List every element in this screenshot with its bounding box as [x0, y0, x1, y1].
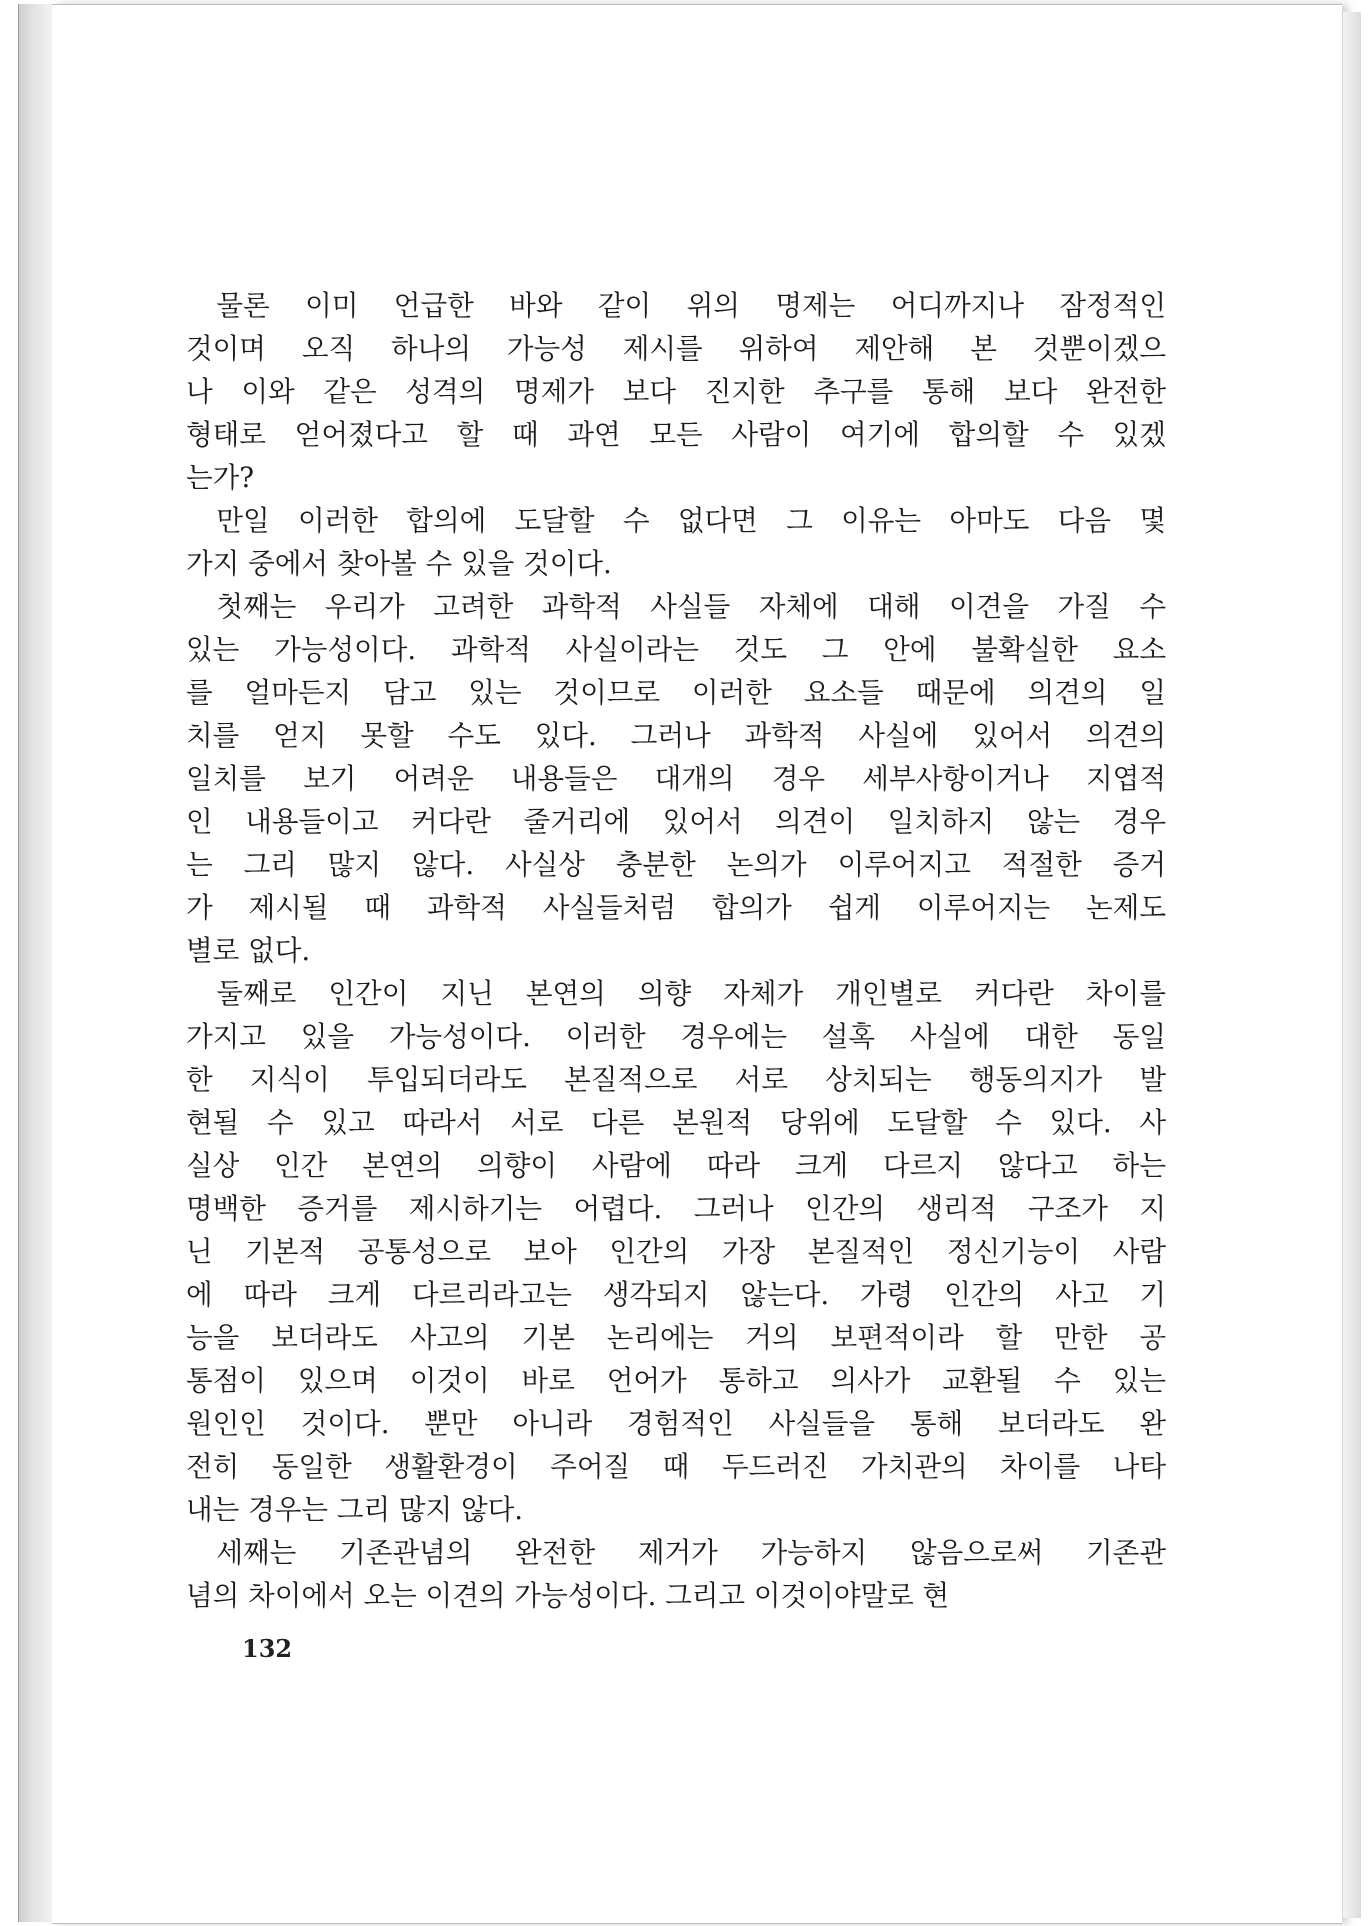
- text-line: 일치를 보기 어려운 내용들은 대개의 경우 세부사항이거나 지엽적: [186, 762, 1166, 795]
- text-line: 형태로 얻어졌다고 할 때 과연 모든 사람이 여기에 합의할 수 있겠: [186, 418, 1166, 451]
- text-line: 전히 동일한 생활환경이 주어질 때 두드러진 가치관의 차이를 나타: [186, 1450, 1166, 1483]
- text-line: 둘째로 인간이 지닌 본연의 의향 자체가 개인별로 커다란 차이를: [216, 977, 1166, 1010]
- text-line: 능을 보더라도 사고의 기본 논리에는 거의 보편적이라 할 만한 공: [186, 1321, 1166, 1354]
- body-text: [186, 284, 1166, 1617]
- text-line: 념의 차이에서 오는 이견의 가능성이다. 그리고 이것이야말로 현: [186, 1579, 950, 1612]
- text-line: 첫째는 우리가 고려한 과학적 사실들 자체에 대해 이견을 가질 수: [216, 590, 1166, 623]
- text-line: 명백한 증거를 제시하기는 어렵다. 그러나 인간의 생리적 구조가 지: [186, 1192, 1166, 1225]
- text-line: 인 내용들이고 커다란 줄거리에 있어서 의견이 일치하지 않는 경우: [186, 805, 1166, 838]
- paragraph: [186, 499, 1166, 585]
- text-line: 있는 가능성이다. 과학적 사실이라는 것도 그 안에 불확실한 요소: [186, 633, 1166, 666]
- text-line: 는가?: [186, 461, 255, 494]
- text-line: 에 따라 크게 다르리라고는 생각되지 않는다. 가령 인간의 사고 기: [186, 1278, 1166, 1311]
- paragraph: [186, 1531, 1166, 1617]
- text-line: 를 얼마든지 담고 있는 것이므로 이러한 요소들 때문에 의견의 일: [186, 676, 1166, 709]
- paragraph: [186, 972, 1166, 1531]
- text-line: 원인인 것이다. 뿐만 아니라 경험적인 사실들을 통해 보더라도 완: [186, 1407, 1166, 1440]
- text-line: 가지고 있을 가능성이다. 이러한 경우에는 설혹 사실에 대한 동일: [186, 1020, 1166, 1053]
- text-line: 실상 인간 본연의 의향이 사람에 따라 크게 다르지 않다고 하는: [186, 1149, 1166, 1182]
- text-line: 통점이 있으며 이것이 바로 언어가 통하고 의사가 교환될 수 있는: [186, 1364, 1166, 1397]
- text-line: 치를 얻지 못할 수도 있다. 그러나 과학적 사실에 있어서 의견의: [186, 719, 1166, 752]
- text-line: 것이며 오직 하나의 가능성 제시를 위하여 제안해 본 것뿐이겠으: [186, 332, 1166, 365]
- text-line: 내는 경우는 그리 많지 않다.: [186, 1493, 524, 1526]
- text-line: 한 지식이 투입되더라도 본질적으로 서로 상치되는 행동의지가 발: [186, 1063, 1166, 1096]
- text-line: 현될 수 있고 따라서 서로 다른 본원적 당위에 도달할 수 있다. 사: [186, 1106, 1166, 1139]
- text-line: 가 제시될 때 과학적 사실들처럼 합의가 쉽게 이루어지는 논제도: [186, 891, 1166, 924]
- paragraph: [186, 585, 1166, 972]
- text-line: 닌 기본적 공통성으로 보아 인간의 가장 본질적인 정신기능이 사람: [186, 1235, 1166, 1268]
- text-line: 물론 이미 언급한 바와 같이 위의 명제는 어디까지나 잠정적인: [216, 289, 1166, 322]
- book-spine: [18, 4, 53, 1922]
- paragraph: [186, 284, 1166, 499]
- text-line: 세째는 기존관념의 완전한 제거가 가능하지 않음으로써 기존관: [216, 1536, 1166, 1569]
- text-line: 별로 없다.: [186, 934, 311, 967]
- text-line: 는 그리 많지 않다. 사실상 충분한 논의가 이루어지고 적절한 증거: [186, 848, 1166, 881]
- page-edge: [1343, 12, 1361, 1918]
- text-line: 나 이와 같은 성격의 명제가 보다 진지한 추구를 통해 보다 완전한: [186, 375, 1166, 408]
- text-line: 가지 중에서 찾아볼 수 있을 것이다.: [186, 547, 612, 580]
- page-number: 132: [242, 1634, 293, 1663]
- text-line: 만일 이러한 합의에 도달할 수 없다면 그 이유는 아마도 다음 몇: [216, 504, 1166, 537]
